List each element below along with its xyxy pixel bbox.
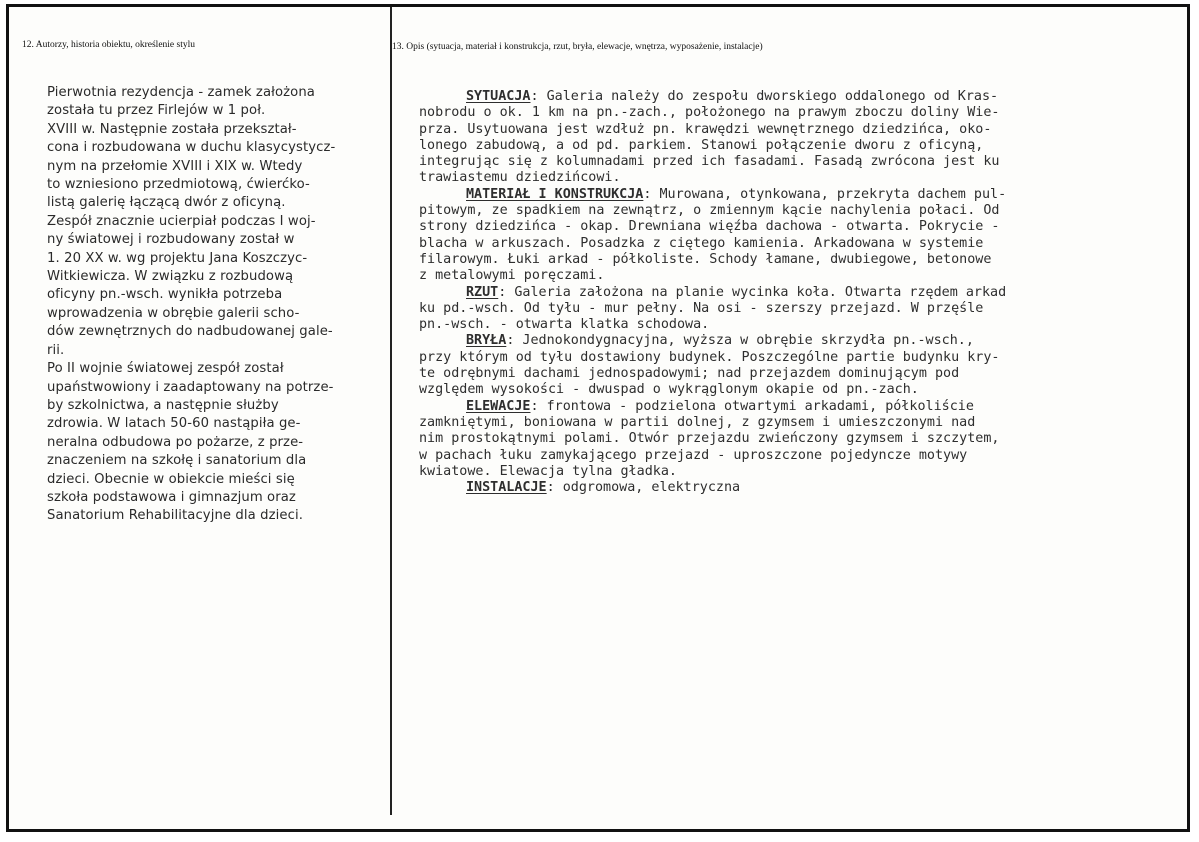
material-heading: MATERIAŁ I KONSTRUKCJA xyxy=(466,186,644,202)
material-line: filarowym. Łuki arkad - półkoliste. Schody łamane, dwubiegowe, betonowe xyxy=(419,251,992,267)
history-line: oficyny pn.-wsch. wynikła potrzeba xyxy=(47,287,283,303)
history-line: rii. xyxy=(47,342,65,358)
sytuacja-line: lonego zabudową, a od pd. parkiem. Stanowi połączenie dworu z oficyną, xyxy=(419,137,984,153)
history-line: Sanatorium Rehabilitacyjne dla dzieci. xyxy=(47,508,304,524)
elewacje-line: nim prostokątnymi polami. Otwór przejazdu zwieńczony gzymsem i szczytem, xyxy=(419,431,1000,447)
history-line: znaczeniem na szkołę i sanatorium dla xyxy=(47,453,307,469)
bryla-first-line xyxy=(419,333,1134,349)
rzut-first-line xyxy=(419,285,1134,301)
rzut-heading: RZUT xyxy=(466,284,499,300)
elewacje-body xyxy=(419,415,1134,480)
history-section-header: 12. Autorzy, historia obiektu, określenie stylu xyxy=(22,40,195,50)
history-line: to wzniesiono przedmiotową, ćwierćko- xyxy=(47,177,310,193)
instalacje-heading: INSTALACJE xyxy=(466,480,547,496)
rzut-line: ku pd.-wsch. Od tyłu - mur pełny. Na osi - szerszy przejazd. W przęśle xyxy=(419,300,984,316)
elewacje-text: : frontowa - podzielona otwartymi arkadami, półkoliście xyxy=(530,398,974,414)
sytuacja-heading: SYTUACJA xyxy=(466,89,531,104)
sytuacja-text: : Galeria należy do zespołu dworskiego oddalonego od Kras- xyxy=(530,89,999,104)
bryla-line: przy którym od tyłu dostawiony budynek. Poszczególne partie budynku kry- xyxy=(419,349,1000,365)
elewacje-line: kwiatowe. Elewacja tylna gładka. xyxy=(419,463,677,479)
sytuacja-line: prza. Usytuowana jest wzdłuż pn. krawędzi wewnętrznego dziedzińca, oko- xyxy=(419,121,992,137)
sytuacja-first-line xyxy=(419,89,1134,105)
rzut-body xyxy=(419,301,1134,334)
bryla-text: : Jednokondygnacyjna, wyższa w obrębie skrzydła pn.-wsch., xyxy=(506,333,974,349)
bryla-line: względem wysokości - dwuspad o wykrąglonym okapie od pn.-zach. xyxy=(419,382,919,398)
material-text: : Murowana, otynkowana, przekryta dachem pul- xyxy=(643,186,1007,202)
instalacje-text: : odgromowa, elektryczna xyxy=(546,480,741,496)
sytuacja-line: nobrodu o ok. 1 km na pn.-zach., położonego na prawym zboczu doliny Wie- xyxy=(419,105,1000,121)
instalacje-first-line xyxy=(419,480,1134,496)
history-line: listą galerię łączącą dwór z oficyną. xyxy=(47,195,286,211)
column-divider xyxy=(390,7,392,815)
material-line: strony dziedzińca - okap. Drewniana więźba dachowa - otwarta. Pokrycie - xyxy=(419,219,1000,235)
rzut-line: pn.-wsch. - otwarta klatka schodowa. xyxy=(419,317,710,333)
sytuacja-line: trawiastemu dziedzińcowi. xyxy=(419,170,621,186)
history-line: upaństwowiony i zaadaptowany na potrze- xyxy=(47,379,334,395)
material-body xyxy=(419,203,1134,284)
history-line: Zespół znacznie ucierpiał podczas I woj- xyxy=(47,213,316,229)
bryla-heading: BRYŁA xyxy=(466,333,507,349)
history-text xyxy=(47,84,377,526)
history-line: szkoła podstawowa i gimnazjum oraz xyxy=(47,489,296,505)
history-line: Pierwotnia rezydencja - zamek założona xyxy=(47,85,315,100)
sytuacja-line: integrując się z kolumnadami przed ich fasadami. Fasadą zwrócona jest ku xyxy=(419,154,1000,170)
history-line: by szkolnictwa, a następnie służby xyxy=(47,397,279,413)
material-line: pitowym, ze spadkiem na zewnątrz, o zmiennym kącie nachylenia połaci. Od xyxy=(419,203,1000,219)
rzut-text: : Galeria założona na planie wycinka koła. Otwarta rzędem arkad xyxy=(498,284,1007,300)
description-section-header: 13. Opis (sytuacja, materiał i konstrukcja, rzut, bryła, elewacje, wnętrza, wyposażenie, instalacje) xyxy=(392,42,763,52)
history-line: 1. 20 XX w. wg projektu Jana Koszczyc- xyxy=(47,250,308,266)
elewacje-heading: ELEWACJE xyxy=(466,398,531,414)
history-line: neralna odbudowa po pożarze, z prze- xyxy=(47,434,304,450)
history-line: zdrowia. W latach 50-60 nastąpiła ge- xyxy=(47,416,301,432)
history-line: dzieci. Obecnie w obiekcie mieści się xyxy=(47,471,295,487)
material-first-line xyxy=(419,187,1134,203)
history-line: wprowadzenia w obrębie galerii scho- xyxy=(47,305,300,321)
material-line: z metalowymi poręczami. xyxy=(419,268,605,284)
bryla-body xyxy=(419,350,1134,399)
bryla-line: te odrębnymi dachami jednospadowymi; nad przejazdem dominującym pod xyxy=(419,366,960,382)
history-line: dów zewnętrznych do nadbudowanej gale- xyxy=(47,324,333,340)
elewacje-line: w pachach łuku zamykającego przejazd - uproszczone pojedyncze motywy xyxy=(419,447,968,463)
history-line: została tu przez Firlejów w 1 poł. xyxy=(47,103,266,119)
history-line: Witkiewicza. W związku z rozbudową xyxy=(47,269,294,285)
sytuacja-body xyxy=(419,105,1134,186)
history-line: nym na przełomie XVIII i XIX w. Wtedy xyxy=(47,158,303,174)
history-line: XVIII w. Następnie została przekształ- xyxy=(47,121,297,137)
description-text xyxy=(419,89,1134,496)
history-line: ny światowej i rozbudowany został w xyxy=(47,232,295,248)
elewacje-first-line xyxy=(419,399,1134,415)
history-line: cona i rozbudowana w duchu klasycystycz- xyxy=(47,140,336,156)
material-line: blacha w arkuszach. Posadzka z ciętego kamienia. Arkadowana w systemie xyxy=(419,235,984,251)
history-line: Po II wojnie światowej zespół został xyxy=(47,361,284,377)
elewacje-line: zamkniętymi, boniowana w partii dolnej, z gzymsem i umieszczonymi nad xyxy=(419,414,976,430)
